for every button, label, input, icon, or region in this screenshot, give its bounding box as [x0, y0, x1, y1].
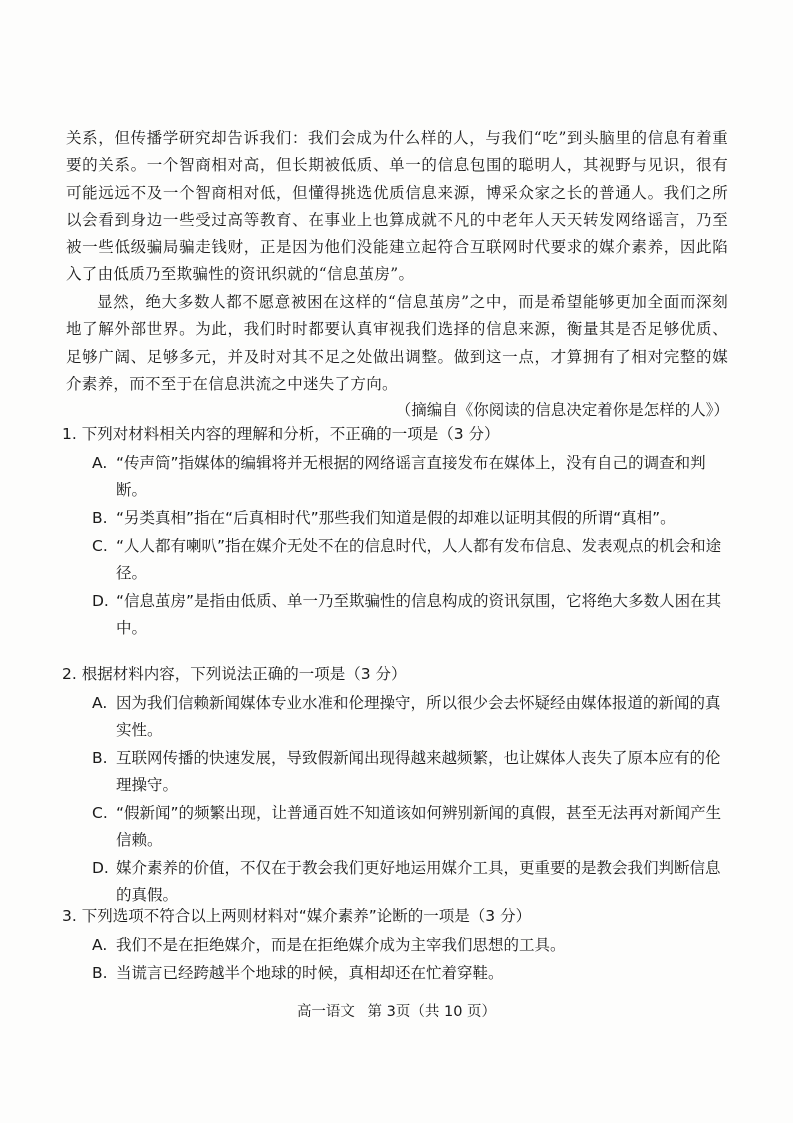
option-text: 当谎言已经跨越半个地球的时候，真相却还在忙着穿鞋。 — [116, 964, 504, 982]
option-b[interactable] — [64, 745, 722, 799]
footer-subject: 高一语文 — [296, 1004, 355, 1020]
option-label: D. — [92, 859, 109, 877]
footer-page-number: 第 3页（共 10 页） — [367, 1004, 497, 1020]
question-stem: 2. 根据材料内容，下列说法正确的一项是（3 分） — [62, 665, 407, 683]
option-text: “假新闻”的频繁出现，让普通百姓不知道该如何辨别新闻的真假，甚至无法再对新闻产生信赖。 — [116, 804, 722, 849]
page-footer — [0, 1000, 793, 1021]
option-text: 互联网传播的快速发展，导致假新闻出现得越来越频繁，也让媒体人丧失了原本应有的伦理操守。 — [116, 749, 721, 794]
option-text: “人人都有喇叭”指在媒介无处不在的信息时代，人人都有发布信息、发表观点的机会和途径。 — [116, 537, 722, 582]
option-text: “另类真相”指在“后真相时代”那些我们知道是假的却难以证明其假的所谓“真相”。 — [116, 509, 676, 527]
option-c[interactable] — [64, 800, 722, 854]
question-stem: 1. 下列对材料相关内容的理解和分析，不正确的一项是（3 分） — [62, 425, 500, 443]
option-a[interactable] — [64, 690, 722, 744]
option-text: 我们不是在拒绝媒介，而是在拒绝媒介成为主宰我们思想的工具。 — [116, 936, 566, 954]
option-text: 媒介素养的价值，不仅在于教会我们更好地运用媒介工具，更重要的是教会我们判断信息的真假。 — [116, 859, 721, 904]
passage-paragraph-2: 显然，绝大多数人都不愿意被困在这样的“信息茧房”之中，而是希望能够更加全面而深刻地了解外部世界。为此，我们时时都要认真审视我们选择的信息来源，衡量其是否足够优质、足够广阔、足够多元，并及时对其不足之处做出调整。做到这一点，才算拥有了相对完整的媒介素养，而不至于在信息洪流之中迷失了方向。 — [66, 293, 728, 393]
option-text: 因为我们信赖新闻媒体专业水准和伦理操守，所以很少会去怀疑经由媒体报道的新闻的真实性。 — [116, 694, 721, 739]
option-text: “传声筒”指媒体的编辑将并无根据的网络谣言直接发布在媒体上，没有自己的调查和判断。 — [116, 454, 706, 499]
question-3 — [62, 902, 722, 987]
option-label: A. — [92, 454, 108, 472]
question-2 — [62, 660, 722, 909]
option-label: A. — [92, 936, 108, 954]
option-label: B. — [92, 749, 108, 767]
option-a[interactable] — [64, 932, 722, 959]
question-1 — [62, 420, 722, 642]
option-b[interactable] — [64, 505, 722, 532]
option-b[interactable] — [64, 960, 722, 987]
option-label: B. — [92, 964, 108, 982]
option-label: B. — [92, 509, 108, 527]
question-stem: 3. 下列选项不符合以上两则材料对“媒介素养”论断的一项是（3 分） — [62, 907, 532, 925]
option-d[interactable] — [64, 588, 722, 642]
option-label: C. — [92, 537, 108, 555]
option-label: A. — [92, 694, 108, 712]
passage-source: （摘编自《你阅读的信息决定着你是怎样的人》） — [395, 401, 729, 419]
option-label: C. — [92, 804, 108, 822]
passage-paragraph-1: 关系，但传播学研究却告诉我们：我们会成为什么样的人，与我们“吃”到头脑里的信息有着重要的关系。一个智商相对高，但长期被低质、单一的信息包围的聪明人，其视野与见识，很有可能远远不及一个智商相对低，但懂得挑选优质信息来源，博采众家之长的普通人。我们之所以会看到身边一些受过高等教育、在事业上也算成就不凡的中老年人天天转发网络谣言，乃至被一些低级骗局骗走钱财，正是因为他们没能建立起符合互联网时代要求的媒介素养，因此陷入了由低质乃至欺骗性的资讯织就的“信息茧房”。 — [66, 129, 728, 284]
option-text: “信息茧房”是指由低质、单一乃至欺骗性的信息构成的资讯氛围，它将绝大多数人困在其中。 — [116, 592, 722, 637]
option-d[interactable] — [64, 855, 722, 909]
option-a[interactable] — [64, 450, 722, 504]
option-c[interactable] — [64, 533, 722, 587]
option-label: D. — [92, 592, 109, 610]
